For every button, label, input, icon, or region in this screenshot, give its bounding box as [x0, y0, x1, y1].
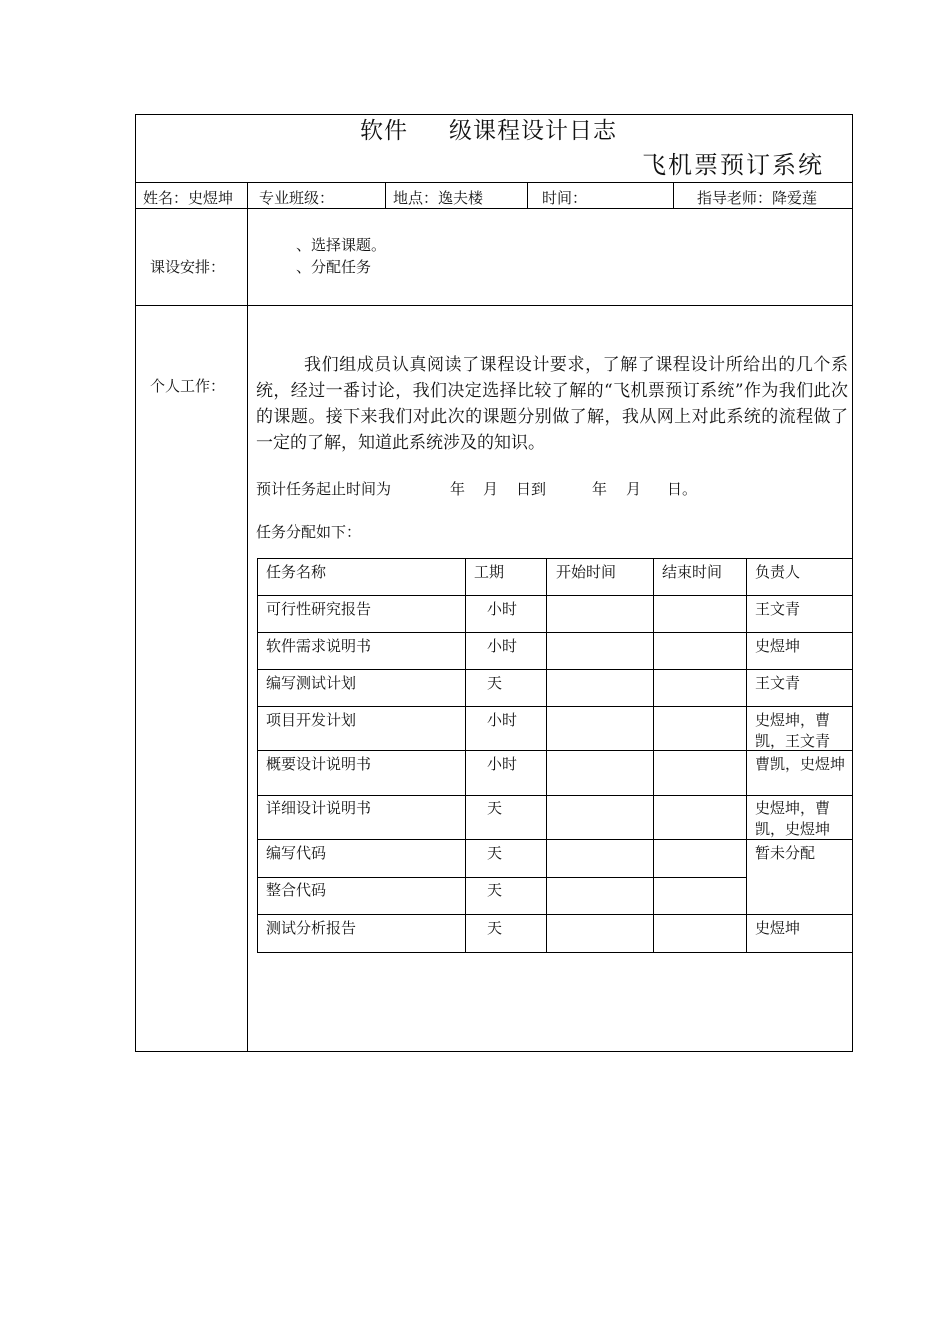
divider: [135, 305, 853, 306]
task-name: 整合代码: [266, 881, 327, 899]
title-prefix: 软件: [360, 118, 408, 144]
table-intro: 任务分配如下：: [256, 523, 362, 541]
table-rule: [465, 558, 466, 952]
task-owner: 王文青: [755, 674, 801, 692]
student-name: 姓名：史煜坤: [143, 189, 234, 207]
period-day-2: 日。: [667, 480, 698, 498]
work-paragraph: 我们组成员认真阅读了课程设计要求，了解了课程设计所给出的几个系统，经过一番讨论，我们决定选择比较了解的“飞机票预订系统”作为我们此次的课题。接下来我们对此次的课题分别做了解，我从网上对此系统的流程做了一定的了解，知道此系统涉及的知识。: [256, 355, 848, 453]
task-owner: 史煜坤，曹凯，史煜坤: [755, 799, 831, 838]
task-name: 编写测试计划: [266, 674, 357, 692]
task-period: 小时: [487, 600, 518, 618]
teacher-label: 指导老师：降爱莲: [697, 189, 818, 207]
task-period: 天: [487, 881, 503, 899]
table-rule: [257, 632, 853, 633]
subtitle: 飞机票预订系统: [642, 151, 824, 179]
header-end-time: 结束时间: [662, 563, 723, 581]
class-label: 专业班级：: [259, 189, 335, 207]
period-month-2: 月: [626, 480, 642, 498]
task-owner: 曹凯，史煜坤: [755, 755, 846, 773]
task-name: 软件需求说明书: [266, 637, 372, 655]
task-name: 测试分析报告: [266, 919, 357, 937]
table-rule: [257, 795, 853, 796]
task-name: 概要设计说明书: [266, 755, 372, 773]
table-rule: [257, 706, 853, 707]
period-year-1: 年: [450, 480, 466, 498]
table-rule: [546, 558, 547, 952]
task-period: 天: [487, 799, 503, 817]
task-owner: 史煜坤: [755, 919, 801, 937]
period-prefix: 预计任务起止时间为: [256, 480, 392, 498]
table-rule: [746, 558, 747, 952]
task-owner: 暂未分配: [755, 844, 816, 862]
divider: [527, 182, 528, 208]
period-day-1: 日到: [516, 480, 547, 498]
header-period: 工期: [474, 563, 505, 581]
task-period: 小时: [487, 711, 518, 729]
time-label: 时间：: [542, 189, 588, 207]
task-period: 天: [487, 674, 503, 692]
divider: [673, 182, 674, 208]
task-period: 小时: [487, 637, 518, 655]
divider: [135, 208, 853, 209]
task-name: 可行性研究报告: [266, 600, 372, 618]
task-name: 项目开发计划: [266, 711, 357, 729]
table-rule: [257, 952, 853, 953]
divider: [385, 182, 386, 208]
table-rule: [257, 914, 853, 915]
task-period: 小时: [487, 755, 518, 773]
period-month-1: 月: [483, 480, 499, 498]
table-rule: [257, 595, 853, 596]
task-period: 天: [487, 919, 503, 937]
title-suffix: 级课程设计日志: [449, 118, 617, 144]
table-rule: [257, 877, 747, 878]
personal-work-label: 个人工作：: [150, 377, 226, 395]
task-owner: 王文青: [755, 600, 801, 618]
table-rule: [257, 558, 258, 952]
arrangement-label: 课设安排：: [150, 258, 226, 276]
place-label: 地点：逸夫楼: [393, 189, 484, 207]
task-name: 编写代码: [266, 844, 327, 862]
divider: [135, 182, 853, 183]
arrangement-item: 、分配任务: [296, 258, 372, 276]
header-start-time: 开始时间: [556, 563, 617, 581]
header-task-name: 任务名称: [266, 563, 327, 581]
period-year-2: 年: [592, 480, 608, 498]
task-owner: 史煜坤，曹凯，王文青: [755, 711, 831, 750]
header-owner: 负责人: [755, 563, 801, 581]
task-name: 详细设计说明书: [266, 799, 372, 817]
left-column-divider: [247, 182, 248, 1052]
table-rule: [257, 558, 853, 559]
table-rule: [257, 669, 853, 670]
arrangement-item: 、选择课题。: [296, 236, 387, 254]
task-owner: 史煜坤: [755, 637, 801, 655]
table-rule: [653, 558, 654, 952]
task-period: 天: [487, 844, 503, 862]
